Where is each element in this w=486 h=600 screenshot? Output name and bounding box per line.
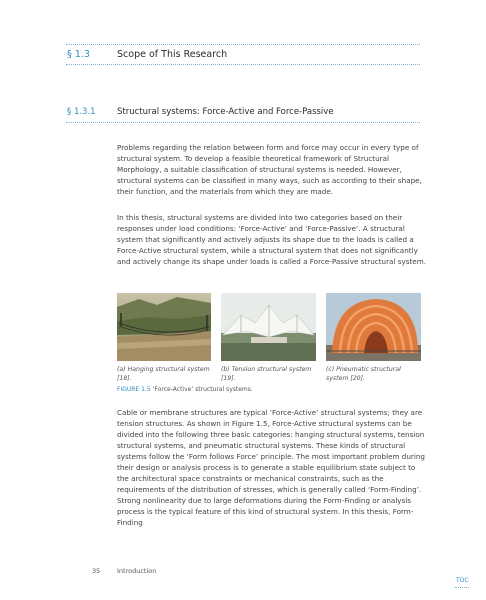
page-number: 35	[92, 567, 101, 575]
paragraph-2: In this thesis, structural systems are divided into two categories based on their responses under load conditions: ‘Force-Active’ and ‘Force-Passive’. A structural system that significantly and actively adjusts its shape due to the loads is called a Force-Active structural system, while a structural system that does not significantly and actively change its shape under loads is called a Force-Passive structural system.	[117, 213, 427, 267]
subsection-title: Structural systems: Force-Active and Force-Passive	[117, 107, 334, 117]
figure-caption-b: (b) Tension structural system [19].	[221, 366, 312, 382]
paragraph-3: Cable or membrane structures are typical ‘Force-Active’ structural systems; they are tension structures. As shown in Figure 1.5, Force-Active structural systems can be divided into the following three basic categories: hanging structural systems, tension structural systems, and pneumatic structural systems. These kinds of structural systems follow the ‘Form follows Force’ principle. The most important problem during their design or analysis process is to generate a stable equilibrium state subject to the architectural space constraints or mechanical constraints, such as the requirements of the distribution of stresses, which is generally called ‘Form-Finding’. Strong nonlinearity due to large deformations during the Form-Finding or analysis process is the typical feature of this kind of structural system. In this thesis, Form-Finding	[117, 408, 425, 528]
figure-caption-a: (a) Hanging structural system [18].	[117, 366, 210, 382]
figure-caption-c: (c) Pneumatic structural system [20].	[326, 366, 401, 382]
figure-label	[117, 386, 253, 393]
chapter-name: Introduction	[117, 567, 157, 575]
paragraph-1: Problems regarding the relation between form and force may occur in every type of structural system. To develop a feasible theoretical framework of Structural Morphology, a suitable classification of structural systems is needed. However, structural systems can be classified in many ways, such as according to their shape, their function, and the materials from which they are made.	[117, 143, 422, 197]
figure-label-text: ‘Force-Active’ structural systems.	[152, 386, 253, 393]
toc-underline	[455, 587, 469, 588]
figure-label-number: FIGURE 1.5	[117, 386, 151, 393]
subsection-rule	[66, 122, 420, 123]
section-bottom-rule	[66, 64, 420, 65]
section-title: Scope of This Research	[117, 49, 228, 60]
tension-structure-image	[221, 293, 316, 361]
pneumatic-structure-image	[326, 293, 421, 361]
hanging-structure-image	[117, 293, 211, 361]
section-number: § 1.3	[67, 49, 90, 60]
toc-link[interactable]: TOC	[456, 577, 469, 584]
section-top-rule	[66, 44, 420, 45]
subsection-number: § 1.3.1	[67, 107, 96, 117]
